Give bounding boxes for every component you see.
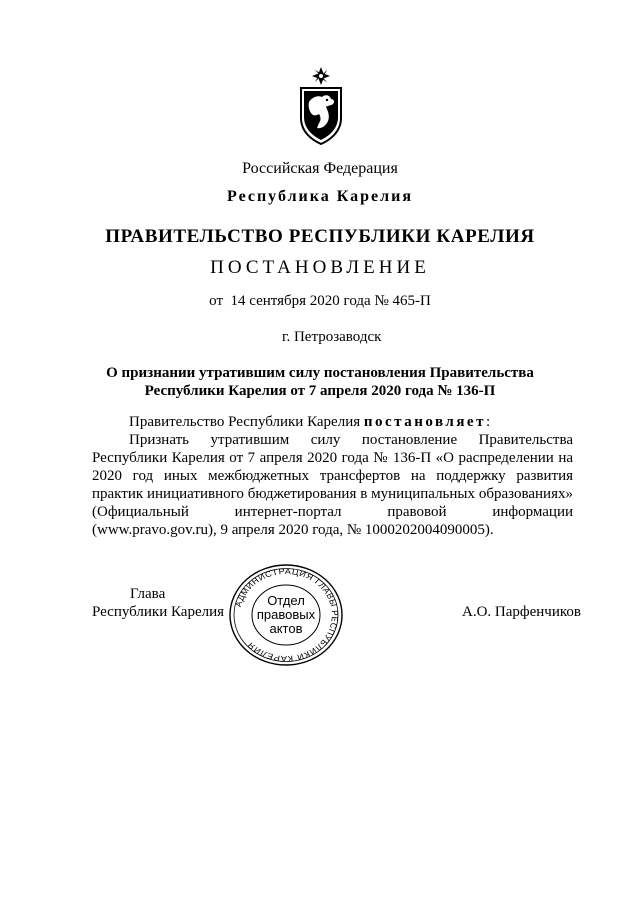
republic-name: Республика Карелия	[227, 188, 413, 205]
decree-colon: :	[485, 414, 491, 430]
document-title	[0, 364, 640, 400]
signer-name: А.О. Парфенчиков	[462, 604, 581, 620]
document-date-number: от 14 сентября 2020 года № 465-П	[209, 293, 431, 309]
official-stamp	[226, 562, 346, 668]
decree-prefix: Правительство Республики Карелия	[129, 414, 364, 430]
title-line-2: Республики Карелия от 7 апреля 2020 года № 136-П	[144, 383, 496, 399]
government-heading: ПРАВИТЕЛЬСТВО РЕСПУБЛИКИ КАРЕЛИЯ	[105, 226, 535, 247]
decree-line	[92, 413, 573, 431]
karelia-coat-of-arms-icon	[298, 66, 344, 146]
body-paragraph: Признать утратившим силу постановление Правительства Республики Карелия от 7 апреля 2020 года № 136-П «О распределении на 2020 год иных межбюджетных трансфертов на поддержку развития практик инициативного бюджетирования в муниципальных образованиях» (Официальный интернет-портал правовой информации (www.pravo.gov.ru), 9 апреля 2020 года, № 1000202004090005).	[92, 432, 573, 538]
signer-position-line-2: Республики Карелия	[92, 604, 225, 620]
stamp-center-line-1: Отдел	[267, 593, 305, 608]
signer-position-line-1: Глава	[130, 586, 166, 602]
country-name: Российская Федерация	[242, 160, 398, 177]
decree-word: постановляет	[363, 414, 486, 430]
title-line-1: О признании утратившим силу постановления Правительства	[106, 365, 534, 381]
stamp-center-line-3: актов	[269, 621, 303, 636]
stamp-center-line-2: правовых	[256, 607, 316, 622]
document-city: г. Петрозаводск	[282, 329, 382, 345]
document-body	[92, 413, 573, 539]
document-type: ПОСТАНОВЛЕНИЕ	[210, 257, 430, 278]
stamp-ring-text: АДМИНИСТРАЦИЯ ГЛАВЫ РЕСПУБЛИКИ КАРЕЛИЯ	[232, 566, 341, 664]
